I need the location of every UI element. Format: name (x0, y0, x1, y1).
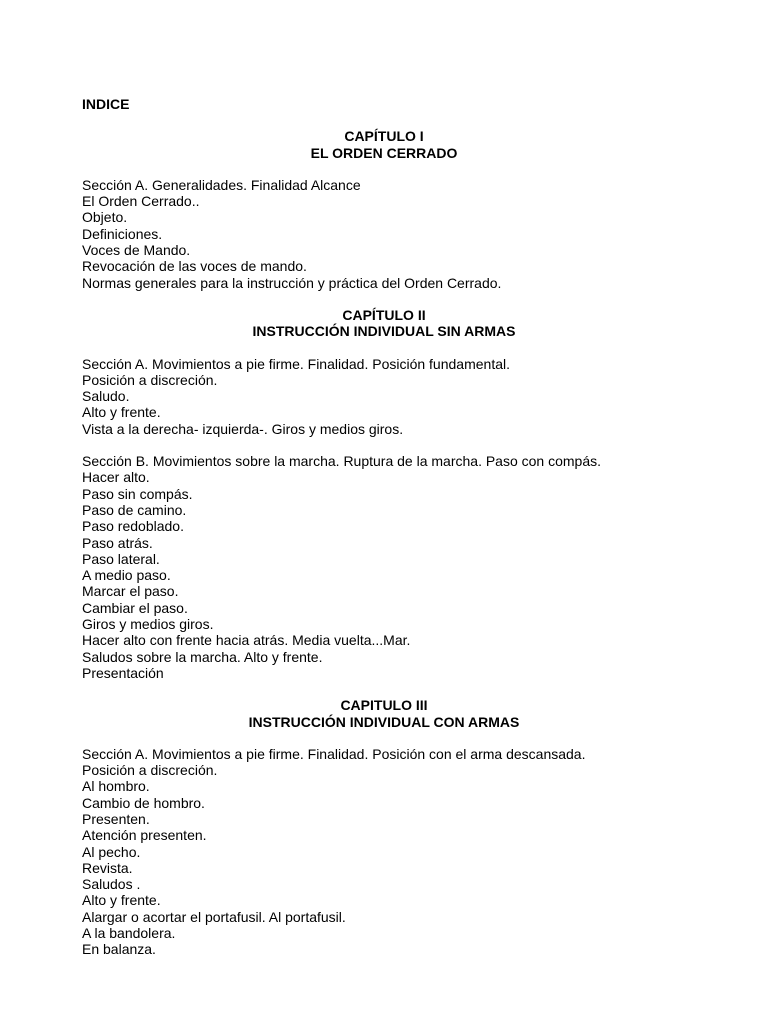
spacer (82, 291, 686, 307)
index-entry: Cambio de hombro. (82, 794, 205, 811)
index-entry: Paso sin compás. (82, 485, 193, 502)
chapter-2-heading (82, 307, 686, 340)
spacer (82, 681, 686, 697)
index-entry: Saludos sobre la marcha. Alto y frente. (82, 648, 323, 665)
chapter-title: INSTRUCCIÓN INDIVIDUAL CON ARMAS (248, 713, 520, 730)
spacer (82, 437, 686, 453)
index-entry: Al pecho. (82, 843, 141, 860)
index-entry: Marcar el paso. (82, 583, 179, 600)
index-entry: Paso lateral. (82, 550, 160, 567)
index-entry: Hacer alto. (82, 469, 150, 486)
index-entry: Posición a discreción. (82, 371, 218, 388)
index-entry: Saludos . (82, 876, 141, 893)
chapter-3-heading (82, 697, 686, 730)
index-entry: Cambiar el paso. (82, 599, 188, 616)
index-entry: Voces de Mando. (82, 242, 191, 259)
index-entry: Alto y frente. (82, 404, 161, 421)
index-entry: Hacer alto con frente hacia atrás. Media vuelta...Mar. (82, 632, 411, 649)
spacer (82, 730, 686, 746)
chapter-number: CAPITULO III (340, 697, 428, 714)
index-entry: Paso atrás. (82, 534, 153, 551)
chapter-3-section-a (82, 746, 686, 958)
chapter-1-section-a (82, 177, 686, 291)
index-entry: Normas generales para la instrucción y práctica del Orden Cerrado. (82, 274, 502, 291)
index-entry: Paso de camino. (82, 501, 187, 518)
index-entry: Presenten. (82, 810, 150, 827)
index-entry: Paso redoblado. (82, 518, 184, 535)
index-entry: Objeto. (82, 209, 128, 226)
index-entry: Alargar o acortar el portafusil. Al portafusil. (82, 908, 346, 925)
index-entry: Revista. (82, 859, 133, 876)
index-entry: El Orden Cerrado.. (82, 193, 200, 210)
chapter-2-section-b (82, 453, 686, 681)
spacer (82, 340, 686, 356)
index-entry: Sección A. Movimientos a pie firme. Finalidad. Posición con el arma descansada. (82, 745, 586, 762)
index-entry: Sección B. Movimientos sobre la marcha. Ruptura de la marcha. Paso con compás. (82, 453, 602, 470)
index-entry: Saludo. (82, 388, 130, 405)
spacer (82, 112, 686, 128)
document-page (82, 96, 686, 958)
index-entry: Vista a la derecha- izquierda-. Giros y medios giros. (82, 420, 404, 437)
index-entry: Giros y medios giros. (82, 616, 214, 633)
index-entry: A medio paso. (82, 567, 171, 584)
index-entry: Sección A. Generalidades. Finalidad Alcance (82, 176, 361, 193)
chapter-number: CAPÍTULO II (342, 306, 426, 323)
spacer (82, 161, 686, 177)
chapter-2-section-a (82, 356, 686, 437)
index-entry: Presentación (82, 664, 164, 681)
chapter-title: INSTRUCCIÓN INDIVIDUAL SIN ARMAS (252, 323, 516, 340)
index-entry: A la bandolera. (82, 925, 176, 942)
index-entry: En balanza. (82, 941, 156, 958)
index-entry: Al hombro. (82, 778, 150, 795)
index-title: INDICE (82, 96, 130, 112)
index-entry: Alto y frente. (82, 892, 161, 909)
chapter-number: CAPÍTULO I (344, 128, 424, 145)
chapter-1-heading (82, 128, 686, 161)
chapter-title: EL ORDEN CERRADO (310, 144, 458, 161)
index-entry: Sección A. Movimientos a pie firme. Finalidad. Posición fundamental. (82, 355, 510, 372)
index-entry: Posición a discreción. (82, 762, 218, 779)
index-entry: Definiciones. (82, 225, 163, 242)
index-entry: Atención presenten. (82, 827, 207, 844)
index-entry: Revocación de las voces de mando. (82, 258, 307, 275)
